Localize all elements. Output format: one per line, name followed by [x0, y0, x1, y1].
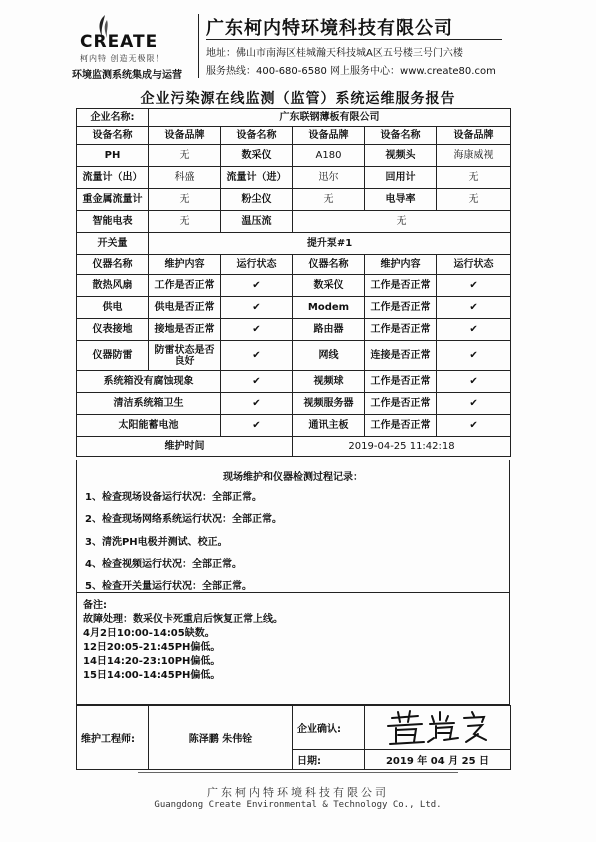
table-cell: 视频球: [293, 371, 365, 393]
maintain-time-value: 2019-04-25 11:42:18: [293, 437, 511, 457]
table-cell: 工作是否正常: [365, 275, 437, 297]
table-cell: 防雷状态是否良好: [149, 341, 221, 371]
table-cell: 数采仪: [293, 275, 365, 297]
table-cell: 视频服务器: [293, 393, 365, 415]
company-value: 广东联钢薄板有限公司: [149, 109, 511, 127]
engineer-value: 陈泽鹏 朱伟铨: [149, 706, 293, 770]
company-label: 企业名称:: [77, 109, 149, 127]
table-cell: 数采仪: [221, 145, 293, 167]
equipment-row: [77, 211, 511, 233]
date-value: 2019 年 04 月 25 日: [365, 750, 511, 770]
table-cell: 视频头: [365, 145, 437, 167]
note-line: 12日20:05-21:45PH偏低。: [83, 642, 221, 653]
table-cell: 无: [437, 189, 511, 211]
table-cell: 工作是否正常: [365, 371, 437, 393]
inspect-row: [77, 393, 511, 415]
check-icon: ✔: [221, 415, 293, 437]
table-cell: 科盛: [149, 167, 221, 189]
table-cell: 海康威视: [437, 145, 511, 167]
check-icon: ✔: [437, 393, 511, 415]
check-icon: ✔: [221, 341, 293, 371]
equipment-row: [77, 145, 511, 167]
process-item: 1、检查现场设备运行状况：全部正常。: [85, 492, 262, 503]
table-cell: 回用计: [365, 167, 437, 189]
col-header: 设备名称: [365, 127, 437, 145]
table-cell: 无: [293, 189, 365, 211]
equipment-row: [77, 167, 511, 189]
table-cell: 仪器防雷: [77, 341, 149, 371]
note-line: 4月2日10:00-14:05缺数。: [83, 628, 215, 639]
inspect-row: [77, 297, 511, 319]
col-header: 维护内容: [365, 255, 437, 275]
table-cell: 无: [437, 167, 511, 189]
table-cell: 迅尔: [293, 167, 365, 189]
col-header: 设备品牌: [293, 127, 365, 145]
company-row: [77, 109, 511, 127]
check-icon: ✔: [437, 415, 511, 437]
table-cell: 粉尘仪: [221, 189, 293, 211]
process-record: [76, 460, 510, 593]
table-cell: 温压流: [221, 211, 293, 233]
table-cell: 散热风扇: [77, 275, 149, 297]
process-item: 5、检查开关量运行状况：全部正常。: [85, 581, 252, 592]
table-cell: 工作是否正常: [365, 415, 437, 437]
inspect-row: [77, 275, 511, 297]
notes-section: [76, 593, 510, 705]
table-cell: 连接是否正常: [365, 341, 437, 371]
maintain-time-row: [77, 437, 511, 457]
table-cell: 网线: [293, 341, 365, 371]
footer-rule: [138, 772, 458, 773]
table-cell: 无: [149, 211, 221, 233]
brand-slogan: 柯内特 创造无极限！: [80, 54, 165, 63]
col-header: 仪器名称: [293, 255, 365, 275]
date-label: 日期:: [293, 750, 365, 770]
engineer-label: 维护工程师:: [77, 706, 149, 770]
col-header: 维护内容: [149, 255, 221, 275]
brand-tagline: 环境监测系统集成与运营: [72, 70, 182, 81]
check-icon: ✔: [221, 297, 293, 319]
table-cell: 系统箱没有腐蚀现象: [77, 371, 221, 393]
inspect-row: [77, 341, 511, 371]
inspect-row: [77, 371, 511, 393]
company-hotline: 服务热线：400-680-6580 网上服务中心：www.create80.com: [206, 66, 496, 77]
process-item: 2、检查现场网络系统运行状况：全部正常。: [85, 514, 282, 525]
table-cell: 智能电表: [77, 211, 149, 233]
col-header: 仪器名称: [77, 255, 149, 275]
company-address: 地址：佛山市南海区桂城瀚天科技城A区五号楼三号门六楼: [206, 48, 463, 59]
confirm-label: 企业确认:: [293, 706, 365, 750]
table-cell: 清洁系统箱卫生: [77, 393, 221, 415]
note-line: 故障处理：数采仪卡死重启后恢复正常上线。: [83, 614, 283, 625]
table-cell: 通讯主板: [293, 415, 365, 437]
header-rule: [206, 39, 502, 40]
table-cell: 路由器: [293, 319, 365, 341]
note-line: 15日14:00-14:45PH偏低。: [83, 670, 221, 681]
table-cell: 电导率: [365, 189, 437, 211]
col-header: 设备名称: [77, 127, 149, 145]
table-cell: 接地是否正常: [149, 319, 221, 341]
check-icon: ✔: [221, 275, 293, 297]
footer-company-en: Guangdong Create Environmental & Technology Co., Ltd.: [154, 800, 442, 810]
check-icon: ✔: [437, 371, 511, 393]
table-cell: Modem: [293, 297, 365, 319]
inspect-header-row: [77, 255, 511, 275]
table-cell: 无: [149, 189, 221, 211]
table-cell: 无: [149, 145, 221, 167]
company-name: 广东柯内特环境科技有限公司: [206, 18, 453, 39]
maintain-time-label: 维护时间: [77, 437, 293, 457]
table-cell: 无: [293, 211, 511, 233]
equipment-row: [77, 189, 511, 211]
table-cell: 太阳能蓄电池: [77, 415, 221, 437]
report-title: 企业污染源在线监测（监管）系统运维服务报告: [140, 91, 456, 107]
table-cell: A180: [293, 145, 365, 167]
report-table: [76, 108, 511, 457]
table-cell: 仪表接地: [77, 319, 149, 341]
header-divider: [198, 14, 199, 78]
table-cell: 流量计（出）: [77, 167, 149, 189]
check-icon: ✔: [437, 297, 511, 319]
check-icon: ✔: [221, 393, 293, 415]
col-header: 设备名称: [221, 127, 293, 145]
check-icon: ✔: [437, 275, 511, 297]
check-icon: ✔: [221, 371, 293, 393]
table-cell: 工作是否正常: [365, 297, 437, 319]
brand-name: CREATE: [80, 32, 159, 52]
col-header: 运行状态: [437, 255, 511, 275]
handwritten-signature: [370, 708, 500, 748]
table-cell: 工作是否正常: [365, 319, 437, 341]
table-cell: PH: [77, 145, 149, 167]
col-header: 设备品牌: [149, 127, 221, 145]
equipment-header-row: [77, 127, 511, 145]
table-cell: 重金属流量计: [77, 189, 149, 211]
table-cell: 工作是否正常: [149, 275, 221, 297]
switch-row: [77, 233, 511, 255]
note-line: 14日14:20-23:10PH偏低。: [83, 656, 221, 667]
notes-title: 备注:: [83, 600, 107, 611]
inspect-row: [77, 415, 511, 437]
process-title: 现场维护和仪器检测过程记录：: [223, 472, 363, 483]
check-icon: ✔: [437, 319, 511, 341]
process-item: 3、清洗PH电极并测试、校正。: [85, 537, 228, 548]
switch-label: 开关量: [77, 233, 149, 255]
inspect-row: [77, 319, 511, 341]
table-cell: 流量计（进）: [221, 167, 293, 189]
table-cell: 工作是否正常: [365, 393, 437, 415]
col-header: 运行状态: [221, 255, 293, 275]
check-icon: ✔: [437, 341, 511, 371]
footer-company-cn: 广东柯内特环境科技有限公司: [207, 786, 389, 799]
table-cell: 供电: [77, 297, 149, 319]
switch-value: 提升泵#1: [149, 233, 511, 255]
table-cell: 供电是否正常: [149, 297, 221, 319]
col-header: 设备品牌: [437, 127, 511, 145]
check-icon: ✔: [221, 319, 293, 341]
process-item: 4、检查视频运行状况：全部正常。: [85, 559, 242, 570]
